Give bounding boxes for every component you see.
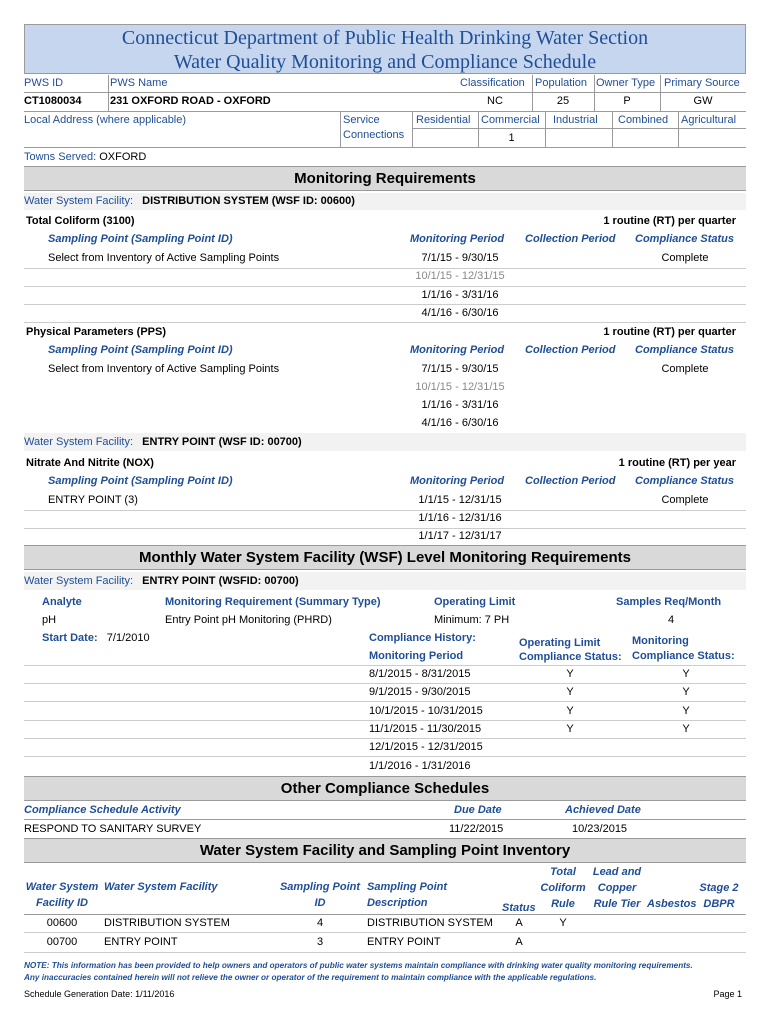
col-analyte: Analyte bbox=[42, 596, 82, 608]
h-sp-desc-1: Sampling Point bbox=[367, 881, 448, 893]
tc-col-point: Sampling Point (Sampling Point ID) bbox=[48, 233, 233, 245]
nx-col-point: Sampling Point (Sampling Point ID) bbox=[48, 475, 233, 487]
agricultural-label: Agricultural bbox=[681, 114, 737, 126]
owner-type-label: Owner Type bbox=[596, 77, 656, 89]
history-mon: Y bbox=[682, 723, 690, 735]
nx-sampling-point: ENTRY POINT (3) bbox=[48, 494, 138, 506]
nx-col-status: Compliance Status bbox=[635, 475, 735, 487]
start-date-value: 7/1/2010 bbox=[106, 632, 150, 644]
pp-col-point: Sampling Point (Sampling Point ID) bbox=[48, 344, 233, 356]
due-date-value: 11/22/2015 bbox=[449, 823, 504, 835]
history-row: 9/1/2015 - 9/30/2015 bbox=[369, 686, 471, 698]
analyte-value: pH bbox=[42, 614, 57, 626]
nitrate-title: Nitrate And Nitrite (NOX) bbox=[26, 457, 154, 469]
h-tc-3: Rule bbox=[551, 898, 575, 910]
inv-row-1-desc: DISTRIBUTION SYSTEM bbox=[367, 917, 493, 929]
nx-col-period: Monitoring Period bbox=[410, 475, 505, 487]
col-achieved-date: Achieved Date bbox=[565, 804, 641, 816]
residential-label: Residential bbox=[416, 114, 471, 126]
inv-row-2-status: A bbox=[515, 936, 523, 948]
col-operating-limit: Operating Limit bbox=[434, 596, 516, 608]
towns-served-label: Towns Served: bbox=[24, 151, 97, 163]
footer-note-2: Any inaccuracies contained herein will not relieve the owner or operator of the requirement to maintain compliance with the applicable regulations. bbox=[24, 973, 597, 982]
history-op: Y bbox=[566, 686, 574, 698]
history-row: 11/1/2015 - 11/30/2015 bbox=[369, 723, 482, 735]
h-wsf-id-2: Facility ID bbox=[36, 897, 88, 909]
pp-col-period: Monitoring Period bbox=[410, 344, 505, 356]
nx-period-2: 1/1/16 - 12/31/16 bbox=[418, 512, 502, 524]
op-status-label-2: Compliance Status: bbox=[519, 651, 622, 663]
history-row: 8/1/2015 - 8/31/2015 bbox=[369, 668, 471, 680]
inv-row-2-id: 00700 bbox=[46, 936, 78, 948]
total-coliform-frequency: 1 routine (RT) per quarter bbox=[603, 215, 736, 227]
start-date bbox=[42, 632, 150, 644]
history-label-1: Compliance History: bbox=[369, 632, 476, 644]
tc-sampling-point: Select from Inventory of Active Sampling Points bbox=[48, 252, 280, 264]
h-tc-2: Coliform bbox=[540, 882, 586, 894]
col-samples-req: Samples Req/Month bbox=[616, 596, 722, 608]
physical-parameters-frequency: 1 routine (RT) per quarter bbox=[603, 326, 736, 338]
towns-served-value: OXFORD bbox=[99, 151, 147, 163]
history-row: 10/1/2015 - 10/31/2015 bbox=[369, 705, 483, 717]
total-coliform-title: Total Coliform (3100) bbox=[26, 215, 135, 227]
primary-source-label: Primary Source bbox=[664, 77, 740, 89]
pp-period-2: 10/1/15 - 12/31/15 bbox=[415, 381, 505, 393]
wsf-label: Water System Facility: bbox=[24, 436, 133, 448]
h-wsf-id-1: Water System bbox=[25, 881, 99, 893]
population-value: 25 bbox=[556, 95, 570, 107]
commercial-count: 1 bbox=[508, 132, 515, 144]
combined-label: Combined bbox=[618, 114, 669, 126]
pws-id-label: PWS ID bbox=[24, 77, 64, 89]
tc-period-1: 7/1/15 - 9/30/15 bbox=[421, 252, 499, 264]
op-status-label-1: Operating Limit bbox=[519, 637, 601, 649]
history-mon: Y bbox=[682, 686, 690, 698]
physical-parameters-title: Physical Parameters (PPS) bbox=[26, 326, 167, 338]
service-connections-label-1: Service bbox=[343, 114, 380, 126]
wsf-distribution-row bbox=[24, 195, 355, 207]
classification-value: NC bbox=[487, 95, 503, 107]
monthly-wsf-row bbox=[24, 575, 299, 587]
h-dbpr-2: DBPR bbox=[703, 898, 735, 910]
limit-value: Minimum: 7 PH bbox=[434, 614, 510, 626]
industrial-label: Industrial bbox=[553, 114, 598, 126]
other-section-title: Other Compliance Schedules bbox=[280, 780, 490, 797]
page-number: Page 1 bbox=[713, 989, 742, 999]
history-op: Y bbox=[566, 723, 574, 735]
wsf-distribution: DISTRIBUTION SYSTEM (WSF ID: 00600) bbox=[142, 195, 355, 207]
pp-period-1: 7/1/15 - 9/30/15 bbox=[421, 363, 499, 375]
h-lc-3: Rule Tier bbox=[593, 898, 641, 910]
owner-type-value: P bbox=[623, 95, 631, 107]
monthly-wsf-label: Water System Facility: bbox=[24, 575, 133, 587]
footer-note-1: NOTE: This information has been provided to help owners and operators of public water systems maintain compliance with drinking water quality monitoring requirements. bbox=[24, 961, 693, 970]
local-address-label: Local Address (where applicable) bbox=[24, 114, 187, 126]
history-op: Y bbox=[566, 668, 574, 680]
inv-row-1-id: 00600 bbox=[46, 917, 78, 929]
tc-col-period: Monitoring Period bbox=[410, 233, 505, 245]
h-tc-1: Total bbox=[550, 866, 576, 878]
wsf-label: Water System Facility: bbox=[24, 195, 133, 207]
pp-period-3: 1/1/16 - 3/31/16 bbox=[421, 399, 499, 411]
h-sp-id-1: Sampling Point bbox=[279, 881, 361, 893]
history-row: 12/1/2015 - 12/31/2015 bbox=[369, 741, 483, 753]
pp-period-4: 4/1/16 - 6/30/16 bbox=[421, 417, 499, 429]
mon-status-label-2: Compliance Status: bbox=[632, 650, 735, 662]
h-sp-id-2: ID bbox=[314, 897, 326, 909]
primary-source-value: GW bbox=[693, 95, 713, 107]
tc-period-4: 4/1/16 - 6/30/16 bbox=[421, 307, 499, 319]
tc-period-2: 10/1/15 - 12/31/15 bbox=[415, 270, 505, 282]
towns-served bbox=[24, 151, 146, 163]
col-activity: Compliance Schedule Activity bbox=[24, 804, 181, 816]
pws-id: CT1080034 bbox=[24, 95, 82, 107]
h-dbpr-1: Stage 2 bbox=[699, 882, 739, 894]
tc-col-status: Compliance Status bbox=[635, 233, 735, 245]
history-row: 1/1/2016 - 1/31/2016 bbox=[369, 760, 471, 772]
h-sp-desc-2: Description bbox=[367, 897, 428, 909]
monitoring-section-title: Monitoring Requirements bbox=[294, 170, 476, 187]
pws-name: 231 OXFORD ROAD - OXFORD bbox=[110, 95, 271, 107]
population-label: Population bbox=[535, 77, 587, 89]
h-lc-1: Lead and bbox=[592, 866, 642, 878]
pp-col-collection: Collection Period bbox=[525, 344, 616, 356]
inv-row-1-wsf: DISTRIBUTION SYSTEM bbox=[104, 917, 230, 929]
nx-period-1: 1/1/15 - 12/31/15 bbox=[418, 494, 502, 506]
page-subtitle: Water Quality Monitoring and Compliance Schedule bbox=[173, 51, 597, 73]
inv-row-2-wsf: ENTRY POINT bbox=[104, 936, 178, 948]
col-due-date: Due Date bbox=[454, 804, 502, 816]
page-title: Connecticut Department of Public Health Drinking Water Section bbox=[121, 27, 649, 49]
h-wsf: Water System Facility bbox=[104, 881, 218, 893]
inventory-section-title: Water System Facility and Sampling Point Inventory bbox=[199, 842, 571, 859]
history-op: Y bbox=[566, 705, 574, 717]
inv-row-1-spid: 4 bbox=[316, 917, 324, 929]
generation-date: Schedule Generation Date: 1/11/2016 bbox=[24, 989, 175, 999]
inv-row-1-tc: Y bbox=[559, 917, 567, 929]
history-label-2: Monitoring Period bbox=[369, 650, 464, 662]
service-connections-label-2: Connections bbox=[343, 129, 405, 141]
inv-row-2-spid: 3 bbox=[316, 936, 324, 948]
tc-col-collection: Collection Period bbox=[525, 233, 616, 245]
samples-value: 4 bbox=[667, 614, 675, 626]
requirement-value: Entry Point pH Monitoring (PHRD) bbox=[165, 614, 332, 626]
commercial-label: Commercial bbox=[481, 114, 540, 126]
classification-label: Classification bbox=[460, 77, 525, 89]
pp-sampling-point: Select from Inventory of Active Sampling Points bbox=[48, 363, 280, 375]
nx-period-3: 1/1/17 - 12/31/17 bbox=[418, 530, 502, 542]
achieved-date-value: 10/23/2015 bbox=[572, 823, 628, 835]
tc-status: Complete bbox=[661, 252, 709, 264]
wsf-entry-row bbox=[24, 436, 302, 448]
history-mon: Y bbox=[682, 705, 690, 717]
col-monitoring-req: Monitoring Requirement (Summary Type) bbox=[165, 596, 381, 608]
h-lc-2: Copper bbox=[597, 882, 637, 894]
start-date-label: Start Date: bbox=[42, 632, 98, 644]
monthly-wsf: ENTRY POINT (WSFID: 00700) bbox=[142, 575, 299, 587]
history-mon: Y bbox=[682, 668, 690, 680]
wsf-entry: ENTRY POINT (WSF ID: 00700) bbox=[142, 436, 302, 448]
mon-status-label-1: Monitoring bbox=[632, 635, 689, 647]
activity-value: RESPOND TO SANITARY SURVEY bbox=[24, 823, 202, 835]
nx-status: Complete bbox=[661, 494, 709, 506]
nx-col-collection: Collection Period bbox=[525, 475, 616, 487]
inv-row-2-desc: ENTRY POINT bbox=[367, 936, 441, 948]
monthly-section-title: Monthly Water System Facility (WSF) Level Monitoring Requirements bbox=[138, 549, 631, 566]
inv-row-1-status: A bbox=[515, 917, 523, 929]
tc-period-3: 1/1/16 - 3/31/16 bbox=[421, 289, 499, 301]
pp-col-status: Compliance Status bbox=[635, 344, 735, 356]
pp-status: Complete bbox=[661, 363, 709, 375]
h-asbestos: Asbestos bbox=[647, 898, 697, 910]
h-status: Status bbox=[502, 902, 536, 914]
nitrate-frequency: 1 routine (RT) per year bbox=[618, 457, 736, 469]
pws-name-label: PWS Name bbox=[110, 77, 168, 89]
